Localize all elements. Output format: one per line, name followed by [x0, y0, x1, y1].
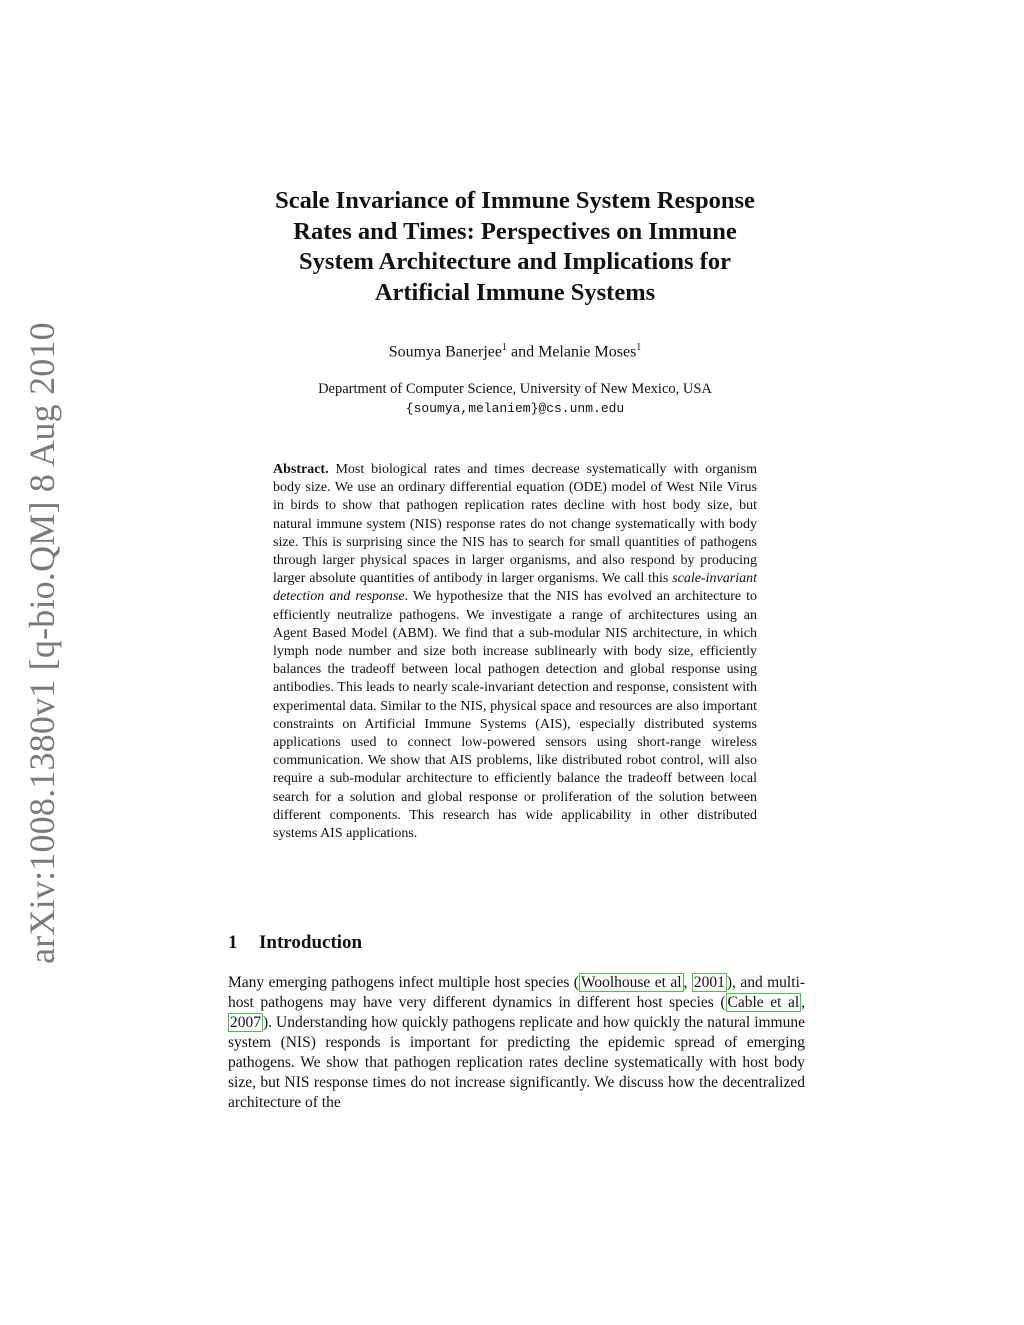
- body-text-segment: ), and multi-host pathogens may have very different dynamics in different host species (: [228, 974, 806, 1011]
- citation-separator: ,: [683, 974, 692, 991]
- arxiv-identifier-text: arXiv:1008.1380v1 [q-bio.QM] 8 Aug 2010: [22, 322, 63, 964]
- body-text-segment: Many emerging pathogens infect multiple host species (: [228, 974, 579, 991]
- affiliation-text: Department of Computer Science, University of New Mexico, USA: [318, 381, 712, 397]
- abstract-label: Abstract.: [273, 462, 329, 477]
- abstract-text: . We hypothesize that the NIS has evolved an architecture to efficiently neutralize pathogens. We investigate a range of architectures using an Agent Based Model (ABM). We find that a sub-modular NIS architecture, in which lymph node number and size both increase sublinearly with body size, efficiently balances the tradeoff between local pathogen detection and global response using antibodies. This leads to nearly scale-invariant detection and response, consistent with experimental data. Similar to the NIS, physical space and resources are also important constraints on Artificial Immune Systems (AIS), especially distributed systems applications used to connect low-powered sensors using short-range wireless communication. We show that AIS problems, like distributed robot control, will also require a sub-modular architecture to efficiently balance the tradeoff between local search for a solution and global response or proliferation of the solution between different components. This research has wide applicability in other distributed systems AIS applications.: [273, 589, 757, 842]
- citation-link-year[interactable]: 2007: [230, 1014, 261, 1031]
- author-affiliation-marker: 1: [501, 342, 507, 353]
- affiliation-block: [200, 380, 830, 418]
- section-heading: [228, 932, 362, 954]
- paper-title: [200, 186, 830, 308]
- abstract-emphasis: scale-invariant detection and response: [273, 571, 757, 605]
- title-line: Artificial Immune Systems: [374, 278, 656, 306]
- author-name: Soumya Banerjee: [388, 343, 502, 361]
- section-number: 1: [228, 932, 238, 953]
- citation-link-author[interactable]: Woolhouse et al: [580, 974, 682, 991]
- title-line: System Architecture and Implications for: [299, 248, 731, 275]
- author-affiliation-marker: 1: [636, 342, 642, 353]
- author-separator: and: [506, 343, 539, 361]
- arxiv-identifier-stamp: [22, 322, 63, 964]
- citation-separator: ,: [801, 994, 806, 1011]
- abstract-text: Most biological rates and times decrease systematically with organism body size. We use an ordinary differential equation (ODE) model of West Nile Virus in birds to show that pathogen replication rates decline with host body size, but natural immune system (NIS) response rates do not change systematically with body size. This is surprising since the NIS has to search for small quantities of pathogens through larger physical spaces in larger organisms, and also respond by producing larger absolute quantities of antibody in larger organisms. We call this: [273, 462, 757, 587]
- author-list: [200, 342, 830, 361]
- title-line: Scale Invariance of Immune System Response: [275, 187, 755, 214]
- abstract: [273, 461, 757, 843]
- citation-link-author[interactable]: Cable et al: [727, 994, 800, 1011]
- citation-link-year[interactable]: 2001: [693, 974, 725, 991]
- section-title: Introduction: [259, 932, 363, 953]
- body-paragraph: [228, 973, 805, 1113]
- author-email: {soumya,melaniem}@cs.unm.edu: [405, 401, 625, 416]
- title-line: Rates and Times: Perspectives on Immune: [293, 217, 737, 245]
- author-name: Melanie Moses: [538, 343, 637, 361]
- body-text-segment: ). Understanding how quickly pathogens replicate and how quickly the natural immune system (NIS) responds is important for predicting the epidemic spread of emerging pathogens. We show that pathogen replication rates decline systematically with host body size, but NIS response times do not increase significantly. We discuss how the decentralized architecture of the: [228, 1014, 805, 1111]
